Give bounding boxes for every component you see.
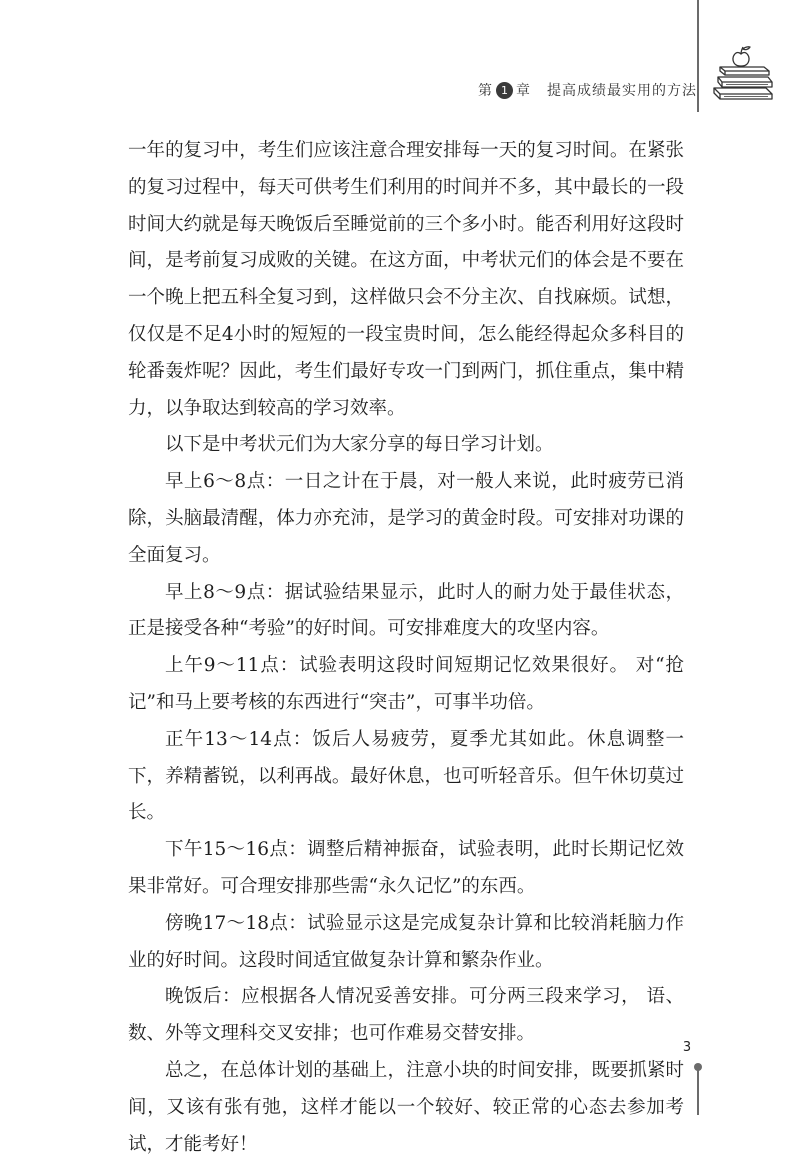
paragraph: 总之，在总体计划的基础上，注意小块的时间安排，既要抓紧时间，又该有张有弛，这样才能以一个较好、较正常的心态去参加考试，才能考好！ [128, 1059, 684, 1155]
paragraph: 以下是中考状元们为大家分享的每日学习计划。 [165, 434, 554, 456]
chapter-prefix: 第 [478, 83, 493, 99]
paragraph: 早上6～8点：一日之计在于晨，对一般人来说，此时疲劳已消除，头脑最清醒，体力亦充沛，是学习的黄金时段。可安排对功课的全面复习。 [128, 471, 684, 566]
paragraph: 傍晚17～18点：试验显示这是完成复杂计算和比较消耗脑力作业的好时间。这段时间适宜做复杂计算和繁杂作业。 [128, 912, 684, 971]
chapter-number-badge: 1 [496, 82, 513, 99]
paragraph: 一年的复习中，考生们应该注意合理安排每一天的复习时间。在紧张的复习过程中，每天可供考生们利用的时间并不多，其中最长的一段时间大约就是每天晚饭后至睡觉前的三个多小时。能否利用好这段时间，是考前复习成败的关键。在这方面，中考状元们的体会是不要在一个晚上把五科全复习到，这样做只会不分主次、自找麻烦。试想，仅仅是不足4小时的短短的一段宝贵时间，怎么能经得起众多科目的轮番轰炸呢？因此，考生们最好专攻一门到两门，抓住重点，集中精力，以争取达到较高的学习效率。 [128, 140, 684, 419]
chapter-suffix: 章 [516, 83, 531, 99]
paragraph: 早上8～9点：据试验结果显示，此时人的耐力处于最佳状态，正是接受各种“考验”的好时间。可安排难度大的攻坚内容。 [128, 581, 684, 640]
header-rule-line [697, 0, 699, 112]
footer-rule-dot [694, 1063, 702, 1071]
books-apple-icon [710, 44, 778, 102]
paragraph: 上午9～11点：试验表明这段时间短期记忆效果很好。 对“抢记”和马上要考核的东西进行“突击”，可事半功倍。 [128, 655, 684, 713]
paragraph: 正午13～14点：饭后人易疲劳，夏季尤其如此。休息调整一下，养精蓄锐，以利再战。最好休息，也可听轻音乐。但午休切莫过长。 [128, 728, 684, 824]
running-header [478, 78, 697, 102]
chapter-title: 提高成绩最实用的方法 [547, 83, 697, 99]
footer-rule-line [697, 1066, 699, 1115]
body-text [128, 133, 684, 1163]
paragraph: 下午15～16点：调整后精神振奋，试验表明，此时长期记忆效果非常好。可合理安排那些需“永久记忆”的东西。 [128, 839, 684, 897]
page-number: 3 [682, 1040, 692, 1055]
paragraph: 晚饭后：应根据各人情况妥善安排。可分两三段来学习， 语、数、外等文理科交叉安排；也可作难易交替安排。 [128, 986, 684, 1045]
